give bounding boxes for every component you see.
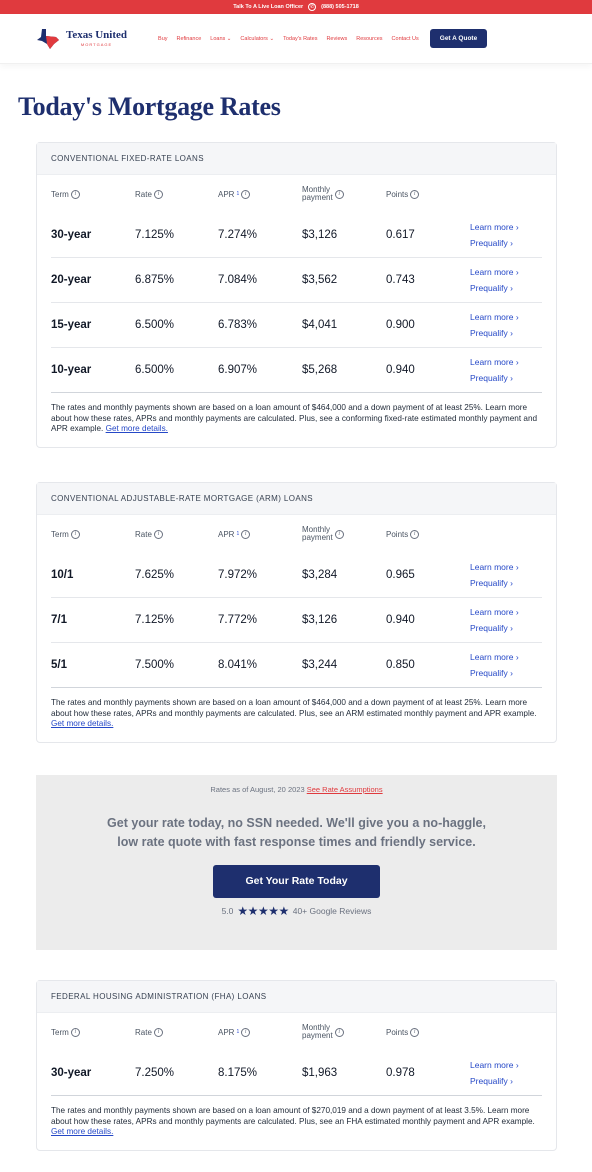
info-icon[interactable]: i (241, 530, 250, 539)
rate-cell: 7.125% (135, 614, 175, 626)
apr-cell: 6.783% (218, 319, 258, 331)
phone-icon: ✆ (310, 3, 315, 10)
get-a-quote-button[interactable]: Get A Quote (430, 29, 487, 48)
apr-cell: 7.772% (218, 614, 258, 626)
reviews-count: 40+ Google Reviews (292, 905, 372, 916)
rate-cell: 7.125% (135, 229, 175, 241)
prequalify-link[interactable]: Prequalify › (470, 283, 513, 293)
rates-disclaimer: The rates and monthly payments shown are based on a loan amount of $464,000 and a down payment of at least 25%. Learn more about how these rates, APRs and monthly payments are calculated. Plus, see a conforming fixed-rate estimated monthly payment and APR example. Get more details. (51, 403, 538, 434)
nav-item-buy[interactable]: Buy (158, 35, 168, 42)
payment-cell: $3,244 (302, 659, 338, 671)
apr-cell: 6.907% (218, 364, 258, 376)
info-icon[interactable]: i (71, 1028, 80, 1037)
prequalify-link[interactable]: Prequalify › (470, 373, 513, 383)
points-cell: 0.940 (386, 614, 415, 626)
points-cell: 0.978 (386, 1067, 415, 1079)
payment-header: Monthly payment (302, 184, 333, 202)
nav-item-refinance[interactable]: Refinance (176, 35, 202, 42)
term-cell: 30-year (51, 229, 92, 241)
live-officer-text: Talk To A Live Loan Officer (233, 4, 304, 10)
star-rating-icon: ★★★★★ (237, 903, 289, 918)
nav-item-loans[interactable]: Loans ⌄ (210, 35, 232, 42)
payment-header: Monthly payment (302, 1022, 333, 1040)
info-icon[interactable]: i (410, 530, 419, 539)
rates-table (37, 1013, 556, 1096)
points-cell: 0.940 (386, 364, 415, 376)
table-row (51, 1051, 542, 1096)
prequalify-link[interactable]: Prequalify › (470, 1076, 513, 1086)
apr-cell: 7.084% (218, 274, 258, 286)
nav-item-reviews[interactable]: Reviews (326, 35, 348, 42)
term-cell: 10/1 (51, 569, 74, 581)
info-icon[interactable]: i (335, 530, 344, 539)
get-more-details-link[interactable]: Get more details. (105, 424, 168, 434)
rate-cell: 7.625% (135, 569, 175, 581)
rate-header: Rate (135, 189, 152, 199)
payment-cell: $3,284 (302, 569, 338, 581)
table-header (51, 1013, 542, 1051)
rate-cell: 6.875% (135, 274, 175, 286)
learn-more-link[interactable]: Learn more › (470, 312, 519, 322)
nav-menu (158, 36, 419, 42)
rates-card-fha (36, 980, 557, 1151)
points-header: Points (386, 1027, 409, 1037)
apr-header: APR (218, 529, 235, 539)
points-cell: 0.743 (386, 274, 415, 286)
info-icon[interactable]: i (71, 530, 80, 539)
info-icon[interactable]: i (241, 1028, 250, 1037)
info-icon[interactable]: i (71, 190, 80, 199)
payment-cell: $3,126 (302, 229, 338, 241)
main-navigation (0, 14, 592, 64)
apr-header: APR (218, 189, 235, 199)
payment-cell: $3,126 (302, 614, 338, 626)
rates-table (37, 515, 556, 688)
brand-name: Texas United (66, 29, 128, 41)
rate-header: Rate (135, 1027, 152, 1037)
term-cell: 30-year (51, 1067, 92, 1079)
texas-map-icon (36, 29, 60, 49)
rates-as-of: Rates as of August, 20 2023 See Rate Assumptions (210, 785, 383, 794)
phone-number-link[interactable]: (888) 505-1718 (321, 4, 359, 10)
prequalify-link[interactable]: Prequalify › (470, 623, 513, 633)
table-row (51, 348, 542, 393)
payment-cell: $4,041 (302, 319, 338, 331)
learn-more-link[interactable]: Learn more › (470, 222, 519, 232)
rate-assumptions-link[interactable]: See Rate Assumptions (306, 785, 383, 794)
learn-more-link[interactable]: Learn more › (470, 267, 519, 277)
apr-cell: 8.175% (218, 1067, 258, 1079)
table-row (51, 598, 542, 643)
term-cell: 7/1 (51, 614, 67, 626)
apr-footnote[interactable]: 1 (236, 1029, 240, 1035)
rates-disclaimer: The rates and monthly payments shown are based on a loan amount of $270,019 and a down payment of at least 3.5%. Learn more about how these rates, APRs and monthly payments are calculated. Plus, see an FHA estimated monthly payment and APR example. Get more details. (51, 1106, 535, 1137)
rates-card-conventional-fixed (36, 142, 557, 448)
rates-card-conventional-arm (36, 482, 557, 743)
table-row (51, 213, 542, 258)
learn-more-link[interactable]: Learn more › (470, 607, 519, 617)
term-cell: 5/1 (51, 659, 67, 671)
payment-cell: $1,963 (302, 1067, 338, 1079)
rate-quote-cta (36, 775, 557, 950)
apr-footnote[interactable]: 1 (236, 531, 240, 537)
nav-item-todays-rates[interactable]: Today's Rates (283, 35, 318, 42)
term-cell: 10-year (51, 364, 92, 376)
apr-cell: 7.972% (218, 569, 258, 581)
payment-cell: $3,562 (302, 274, 338, 286)
apr-footnote[interactable]: 1 (236, 191, 240, 197)
get-your-rate-button[interactable]: Get Your Rate Today (213, 865, 380, 898)
points-cell: 0.965 (386, 569, 415, 581)
points-cell: 0.617 (386, 229, 415, 241)
learn-more-link[interactable]: Learn more › (470, 562, 519, 572)
brand-logo[interactable] (36, 29, 127, 49)
card-heading: CONVENTIONAL ADJUSTABLE-RATE MORTGAGE (ARM) LOANS (37, 483, 556, 515)
learn-more-link[interactable]: Learn more › (470, 1060, 519, 1070)
info-icon[interactable]: i (410, 190, 419, 199)
term-header: Term (51, 1027, 69, 1037)
apr-cell: 8.041% (218, 659, 258, 671)
google-reviews[interactable] (36, 904, 557, 918)
table-row (51, 303, 542, 348)
rate-cell: 7.250% (135, 1067, 175, 1079)
table-header (51, 175, 542, 213)
info-icon[interactable]: i (410, 1028, 419, 1037)
nav-item-contact-us[interactable]: Contact Us (391, 35, 419, 42)
rate-cell: 6.500% (135, 364, 175, 376)
top-announcement-bar (0, 0, 592, 14)
rate-cell: 6.500% (135, 319, 175, 331)
info-icon[interactable]: i (154, 1028, 163, 1037)
prequalify-link[interactable]: Prequalify › (470, 238, 513, 248)
info-icon[interactable]: i (335, 190, 344, 199)
nav-item-calculators[interactable]: Calculators ⌄ (240, 35, 275, 42)
rate-header: Rate (135, 529, 152, 539)
card-heading: CONVENTIONAL FIXED-RATE LOANS (37, 143, 556, 175)
apr-cell: 7.274% (218, 229, 258, 241)
rates-disclaimer: The rates and monthly payments shown are based on a loan amount of $464,000 and a down payment of at least 25%. Learn more about how these rates, APRs and monthly payments are calculated. Plus, see an ARM estimated monthly payment and APR example. Get more details. (51, 698, 537, 729)
table-row (51, 643, 542, 688)
prequalify-link[interactable]: Prequalify › (470, 328, 513, 338)
term-cell: 15-year (51, 319, 92, 331)
table-row (51, 258, 542, 303)
points-header: Points (386, 189, 409, 199)
get-more-details-link[interactable]: Get more details. (51, 719, 114, 729)
info-icon[interactable]: i (241, 190, 250, 199)
prequalify-link[interactable]: Prequalify › (470, 668, 513, 678)
prequalify-link[interactable]: Prequalify › (470, 578, 513, 588)
brand-subtitle: MORTGAGE (80, 42, 113, 47)
term-header: Term (51, 529, 69, 539)
card-heading: FEDERAL HOUSING ADMINISTRATION (FHA) LOANS (37, 981, 556, 1013)
info-icon[interactable]: i (335, 1028, 344, 1037)
term-header: Term (51, 189, 69, 199)
table-header (51, 515, 542, 553)
learn-more-link[interactable]: Learn more › (470, 357, 519, 367)
info-icon[interactable]: i (154, 190, 163, 199)
page-title: Today's Mortgage Rates (18, 92, 281, 121)
payment-cell: $5,268 (302, 364, 338, 376)
cta-message: Get your rate today, no SSN needed. We'll give you a no-haggle, low rate quote with fast response times and friendly service. (107, 816, 486, 850)
info-icon[interactable]: i (154, 530, 163, 539)
table-row (51, 553, 542, 598)
learn-more-link[interactable]: Learn more › (470, 652, 519, 662)
nav-item-resources[interactable]: Resources (356, 35, 383, 42)
apr-header: APR (218, 1027, 235, 1037)
points-header: Points (386, 529, 409, 539)
term-cell: 20-year (51, 274, 92, 286)
get-more-details-link[interactable]: Get more details. (51, 1127, 114, 1137)
rating-value: 5.0 (221, 905, 234, 916)
points-cell: 0.900 (386, 319, 415, 331)
payment-header: Monthly payment (302, 524, 333, 542)
points-cell: 0.850 (386, 659, 415, 671)
rate-cell: 7.500% (135, 659, 175, 671)
rates-table (37, 175, 556, 393)
